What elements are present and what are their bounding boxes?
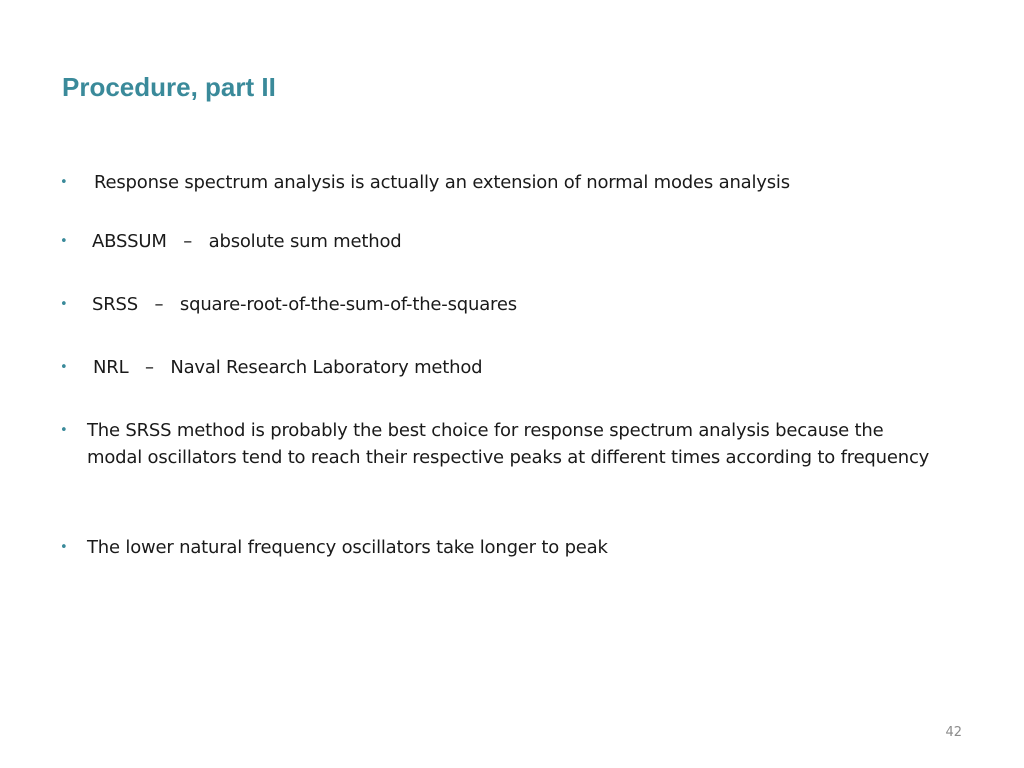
bullet-text: The lower natural frequency oscillators take longer to peak bbox=[87, 537, 608, 558]
bullet-text: Response spectrum analysis is actually an extension of normal modes analysis bbox=[94, 172, 790, 193]
bullet-icon: • bbox=[60, 234, 68, 249]
slide-title: Procedure, part II bbox=[62, 72, 276, 102]
bullet-item-response-spectrum bbox=[60, 169, 940, 196]
bullet-icon: • bbox=[60, 540, 68, 555]
bullet-icon: • bbox=[60, 360, 68, 375]
bullet-item-abssum bbox=[60, 228, 940, 255]
bullet-text: The SRSS method is probably the best choice for response spectrum analysis because the modal oscillators tend to reach their respective peaks at different times according to frequency bbox=[87, 420, 930, 468]
bullet-text: NRL – Naval Research Laboratory method bbox=[93, 357, 483, 378]
bullet-text: ABSSUM – absolute sum method bbox=[92, 231, 402, 252]
bullet-text: SRSS – square-root-of-the-sum-of-the-squares bbox=[92, 294, 517, 315]
page-number: 42 bbox=[945, 725, 962, 740]
bullet-item-lower-frequency bbox=[60, 534, 940, 561]
bullet-icon: • bbox=[60, 297, 68, 312]
bullet-icon: • bbox=[60, 423, 68, 438]
bullet-item-srss-best-choice bbox=[60, 417, 940, 471]
bullet-item-nrl bbox=[60, 354, 940, 381]
bullet-icon: • bbox=[60, 175, 68, 190]
bullet-item-srss bbox=[60, 291, 940, 318]
